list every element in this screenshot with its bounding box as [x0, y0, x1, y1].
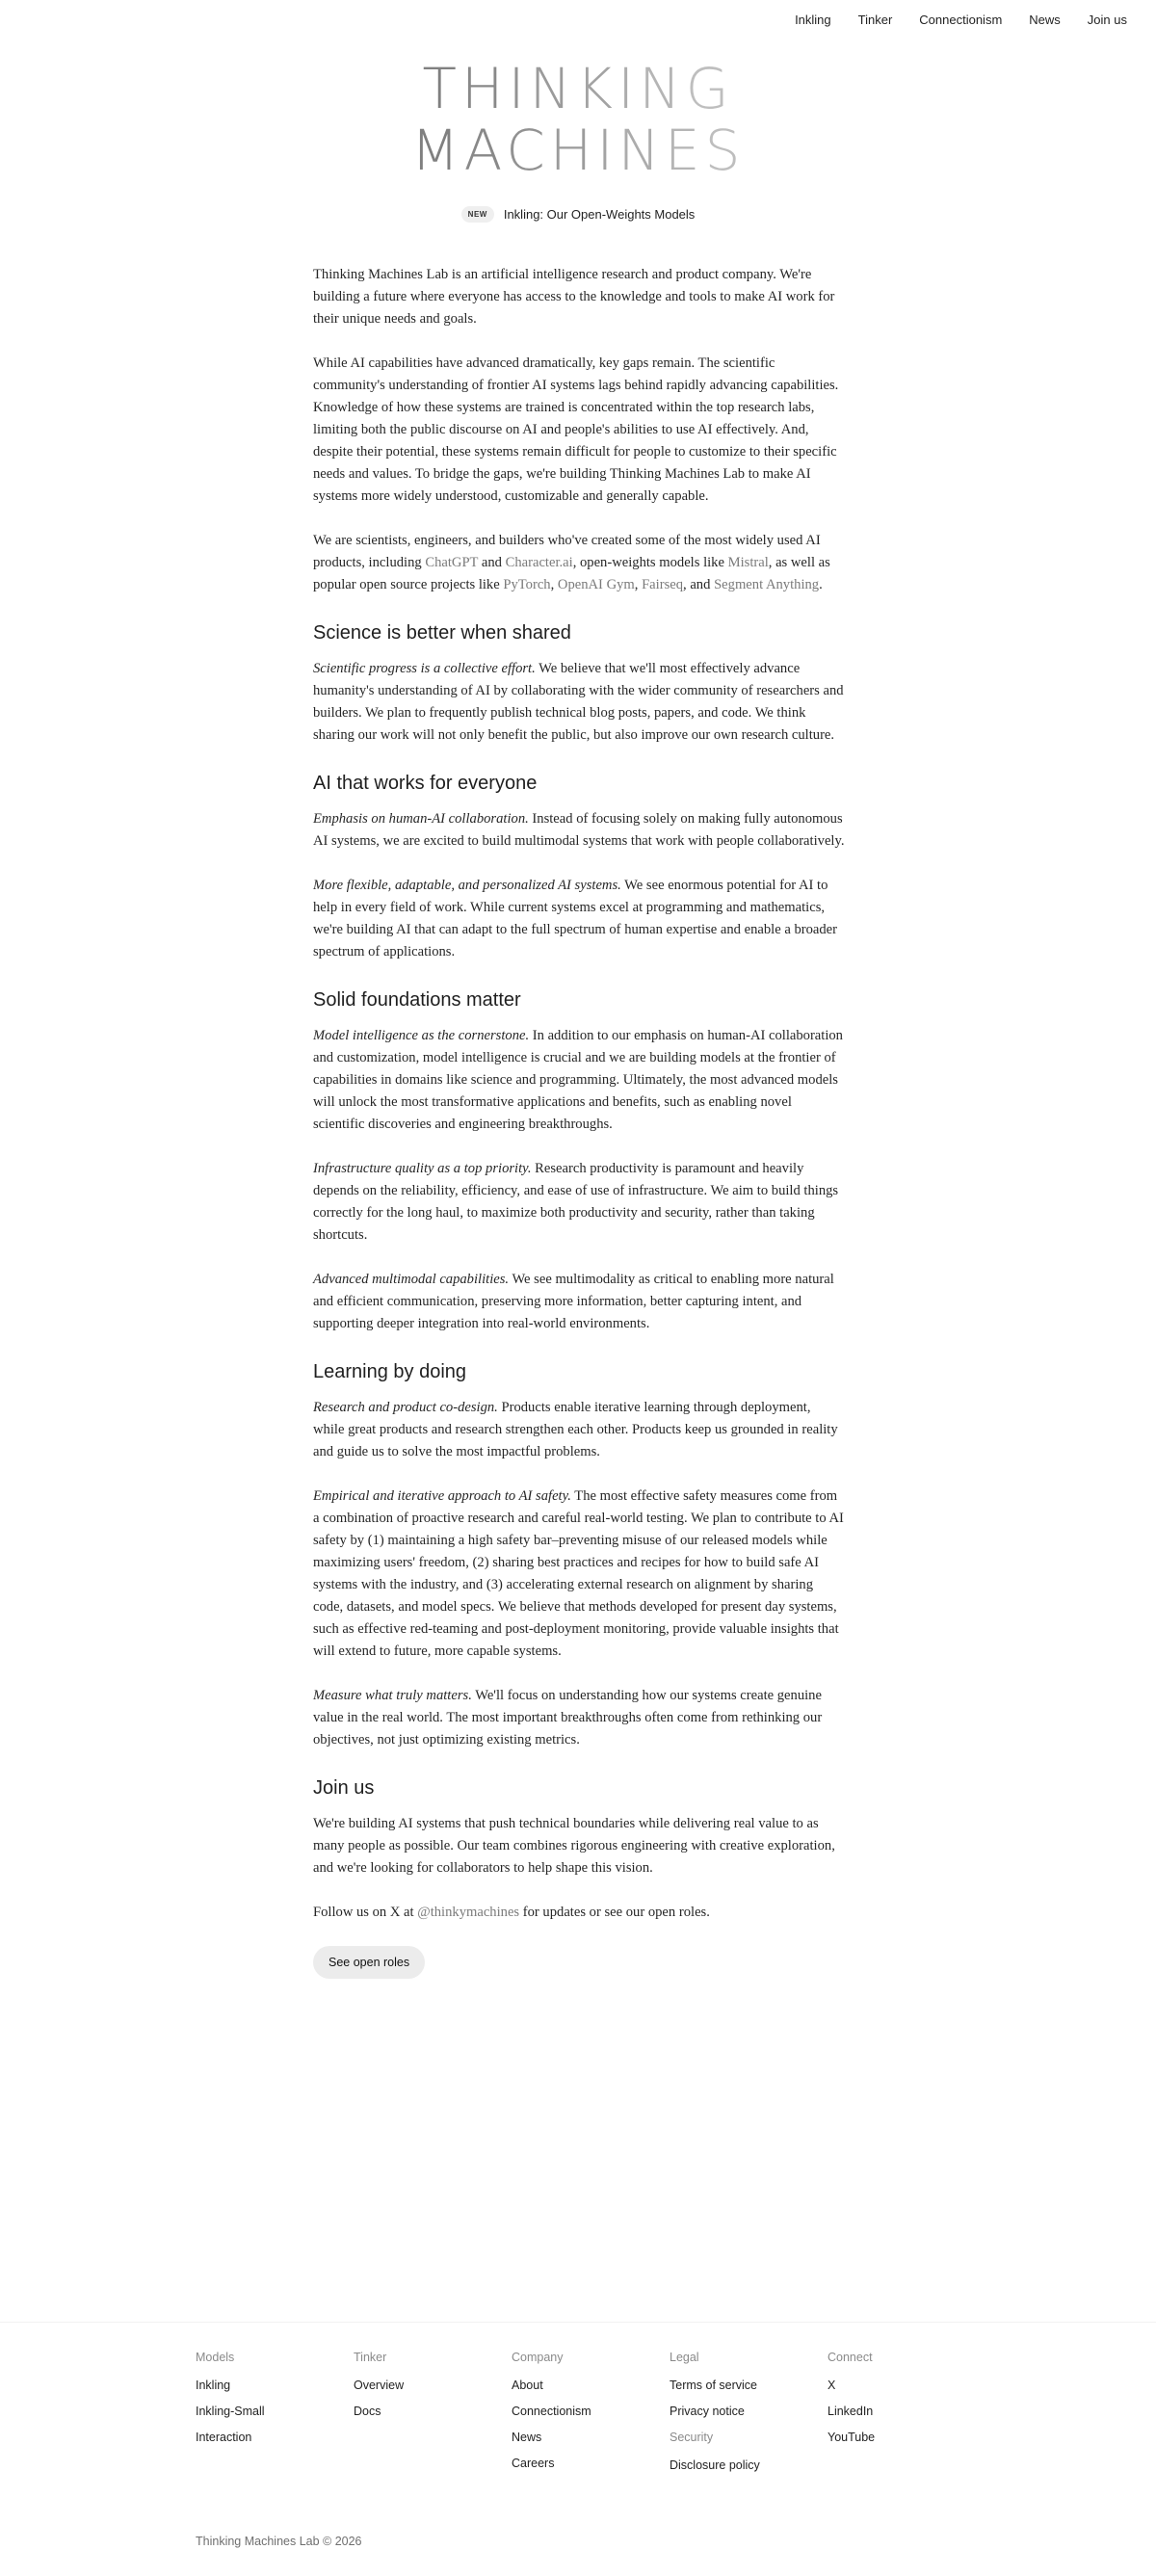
body: Research productivity is paramount and heavily depends on the reliability, efficiency, and ease of use of infrastructure. We aim to build things correctly for the long haul, to maximize both productivity and security, rather than taking shortcuts.	[313, 1161, 839, 1243]
footer-link-news[interactable]: News	[512, 2431, 542, 2444]
footer-col-company	[512, 2351, 670, 2484]
footer-link-disclosure[interactable]: Disclosure policy	[670, 2458, 760, 2472]
lead: More flexible, adaptable, and personalized AI systems.	[313, 878, 621, 893]
body: We'll focus on understanding how our systems create genuine value in the real world. The most important breakthroughs often come from rethinking our objectives, not just optimizing existing metrics.	[313, 1688, 823, 1748]
learning-paragraph-3	[313, 1685, 845, 1751]
footer-link-terms[interactable]: Terms of service	[670, 2379, 757, 2392]
join-paragraph-1: We're building AI systems that push technical boundaries while delivering real value to as many people as possible. Our team combines rigorous engineering with creative exploration, and we're looking for collaborators to help shape this vision.	[313, 1816, 835, 1876]
heading-foundations: Solid foundations matter	[313, 989, 521, 1011]
nav-join-us[interactable]: Join us	[1087, 13, 1127, 27]
lead: Scientific progress is a collective effort.	[313, 661, 536, 676]
nav-tinker[interactable]: Tinker	[857, 13, 893, 27]
footer-link-interaction[interactable]: Interaction	[196, 2431, 252, 2444]
news-link[interactable]: Inkling: Our Open-Weights Models	[503, 207, 696, 222]
logo-letter: E	[664, 118, 705, 183]
lead: Empirical and iterative approach to AI safety.	[313, 1488, 571, 1504]
logo-letter: G	[685, 56, 734, 121]
everyone-paragraph-1	[313, 808, 845, 853]
body: In addition to our emphasis on human-AI collaboration and customization, model intelligence is crucial and we are building models at the frontier of capabilities in domains like science and programming. Ultimately, the most advanced models will unlock the most transformative applications and benefits, such as enabling novel scientific discoveries and engineering breakthroughs.	[313, 1028, 843, 1132]
logo-line-1	[422, 56, 733, 121]
site-logo[interactable]	[0, 58, 1156, 181]
logo-letter: N	[639, 56, 686, 121]
body: We see multimodality as critical to enabling more natural and efficient communication, preserving more information, better capturing intent, and supporting deeper integration into real-world environments.	[313, 1272, 834, 1331]
heading-science: Science is better when shared	[313, 622, 571, 644]
lead: Advanced multimodal capabilities.	[313, 1272, 510, 1287]
logo-letter: C	[506, 118, 550, 183]
footer-link-connectionism[interactable]: Connectionism	[512, 2405, 591, 2418]
footer-link-linkedin[interactable]: LinkedIn	[828, 2405, 874, 2418]
body: Products enable iterative learning through deployment, while great products and research strengthen each other. Products keep us grounded in reality and guide us to solve the most impactful problems.	[313, 1400, 838, 1459]
text: , and	[683, 577, 715, 592]
footer-heading-connect: Connect	[828, 2351, 873, 2364]
heading-everyone: AI that works for everyone	[313, 773, 538, 794]
link-fairseq[interactable]: Fairseq	[642, 577, 684, 592]
footer-col-tinker	[354, 2351, 512, 2484]
foundations-paragraph-2	[313, 1158, 845, 1247]
text: and	[478, 555, 506, 570]
top-nav	[795, 13, 1127, 27]
link-openai-gym[interactable]: OpenAI Gym	[557, 577, 635, 592]
intro-paragraph-2: While AI capabilities have advanced dramatically, key gaps remain. The scientific community's understanding of frontier AI systems lags behind rapidly advancing capabilities. Knowledge of how these systems are trained is concentrated within the top research labs, limiting both the public discourse on AI and people's abilities to use AI effectively. And, despite their potential, these systems remain difficult for people to customize to their specific needs and values. To bridge the gaps, we're building Thinking Machines Lab to make AI systems more widely understood, customizable and generally capable.	[313, 355, 839, 504]
lead: Infrastructure quality as a top priority.	[313, 1161, 532, 1176]
logo-letter: K	[576, 56, 618, 121]
logo-letter: S	[704, 118, 746, 183]
footer-col-legal	[670, 2351, 828, 2484]
text: for updates or see our open roles.	[519, 1905, 710, 1920]
body: Instead of focusing solely on making fully autonomous AI systems, we are excited to build multimodal systems that work with people collaboratively.	[313, 811, 845, 849]
lead: Research and product co-design.	[313, 1400, 498, 1415]
link-chatgpt[interactable]: ChatGPT	[425, 555, 479, 570]
body: We see enormous potential for AI to help in every field of work. While current systems excel at programming and mathematics, we're building AI that can adapt to the full spectrum of human expertise and enable a broader spectrum of applications.	[313, 878, 838, 959]
learning-paragraph-1	[313, 1397, 845, 1463]
foundations-paragraph-1	[313, 1025, 845, 1136]
body: We believe that we'll most effectively advance humanity's understanding of AI by collaborating with the wider community of researchers and builders. We plan to frequently publish technical blog posts, papers, and code. We think sharing our work will not only benefit the public, but also improve our own research culture.	[313, 661, 844, 743]
learning-paragraph-2	[313, 1485, 845, 1663]
logo-letter: N	[617, 118, 665, 183]
footer-link-inkling[interactable]: Inkling	[196, 2379, 231, 2392]
main-content	[313, 264, 845, 1979]
footer-heading-models: Models	[196, 2351, 235, 2364]
logo-letter: M	[410, 118, 464, 183]
copyright: Thinking Machines Lab © 2026	[196, 2535, 362, 2548]
heading-join-us: Join us	[313, 1777, 375, 1799]
new-badge: NEW	[461, 206, 494, 223]
lead: Model intelligence as the cornerstone.	[313, 1028, 530, 1043]
footer-col-models	[196, 2351, 354, 2484]
text: Follow us on X at	[313, 1905, 418, 1920]
footer-col-connect	[828, 2351, 985, 2484]
footer-link-overview[interactable]: Overview	[354, 2379, 405, 2392]
text: , as well as popular open source projects like	[313, 555, 830, 592]
footer-link-careers[interactable]: Careers	[512, 2457, 555, 2470]
nav-inkling[interactable]: Inkling	[795, 13, 831, 27]
footer-link-youtube[interactable]: YouTube	[828, 2431, 876, 2444]
text: .	[819, 577, 823, 592]
logo-letter: N	[529, 56, 577, 121]
heading-learning: Learning by doing	[313, 1361, 467, 1382]
footer-link-privacy[interactable]: Privacy notice	[670, 2405, 745, 2418]
footer	[196, 2351, 985, 2484]
foundations-paragraph-3	[313, 1269, 845, 1335]
footer-heading-security: Security	[670, 2431, 714, 2444]
logo-letter: I	[508, 56, 530, 121]
logo-letter: T	[422, 56, 461, 121]
footer-link-x[interactable]: X	[828, 2379, 836, 2392]
join-paragraph-2	[313, 1902, 845, 1924]
science-paragraph	[313, 658, 845, 747]
lead: Measure what truly matters.	[313, 1688, 472, 1703]
link-segment-anything[interactable]: Segment Anything	[714, 577, 820, 592]
link-mistral[interactable]: Mistral	[727, 555, 769, 570]
intro-paragraph-1: Thinking Machines Lab is an artificial intelligence research and product company. We're building a future where everyone has access to the knowledge and tools to make AI work for their unique needs and goals.	[313, 267, 835, 327]
body: The most effective safety measures come from a combination of proactive research and careful real-world testing. We plan to contribute to AI safety by (1) maintaining a high safety bar–preventing misuse of our released models while maximizing users' freedom, (2) sharing best practices and recipes for how to build safe AI systems with the industry, and (3) accelerating external research on alignment by sharing code, datasets, and model specs. We believe that methods developed for present day systems, such as effective red-teaming and post-deployment monitoring, provide valuable insights that will extend to future, more capable systems.	[313, 1488, 844, 1659]
see-open-roles-button[interactable]: See open roles	[313, 1946, 425, 1979]
link-pytorch[interactable]: PyTorch	[503, 577, 551, 592]
text: We are scientists, engineers, and builders who've created some of the most widely used AI products, including	[313, 533, 821, 570]
text: ,	[550, 577, 558, 592]
nav-connectionism[interactable]: Connectionism	[919, 13, 1003, 27]
footer-link-about[interactable]: About	[512, 2379, 543, 2392]
logo-letter: I	[596, 118, 618, 183]
news-announcement	[0, 206, 1156, 223]
footer-link-inkling-small[interactable]: Inkling-Small	[196, 2405, 265, 2418]
footer-heading-legal: Legal	[670, 2351, 699, 2364]
link-x-handle[interactable]: @thinkymachines	[417, 1905, 520, 1920]
logo-letter: H	[549, 118, 597, 183]
logo-line-2	[0, 119, 1156, 181]
everyone-paragraph-2	[313, 875, 845, 963]
lead: Emphasis on human-AI collaboration.	[313, 811, 529, 827]
footer-heading-tinker: Tinker	[354, 2351, 387, 2364]
footer-divider	[0, 2322, 1156, 2323]
intro-paragraph-3	[313, 530, 845, 596]
text: , open-weights models like	[572, 555, 728, 570]
footer-heading-company: Company	[512, 2351, 564, 2364]
link-characterai[interactable]: Character.ai	[505, 555, 573, 570]
logo-letter: I	[617, 56, 640, 121]
nav-news[interactable]: News	[1029, 13, 1061, 27]
logo-letter: A	[463, 118, 507, 183]
text: ,	[634, 577, 643, 592]
logo-letter: H	[460, 56, 509, 121]
footer-link-docs[interactable]: Docs	[354, 2405, 381, 2418]
